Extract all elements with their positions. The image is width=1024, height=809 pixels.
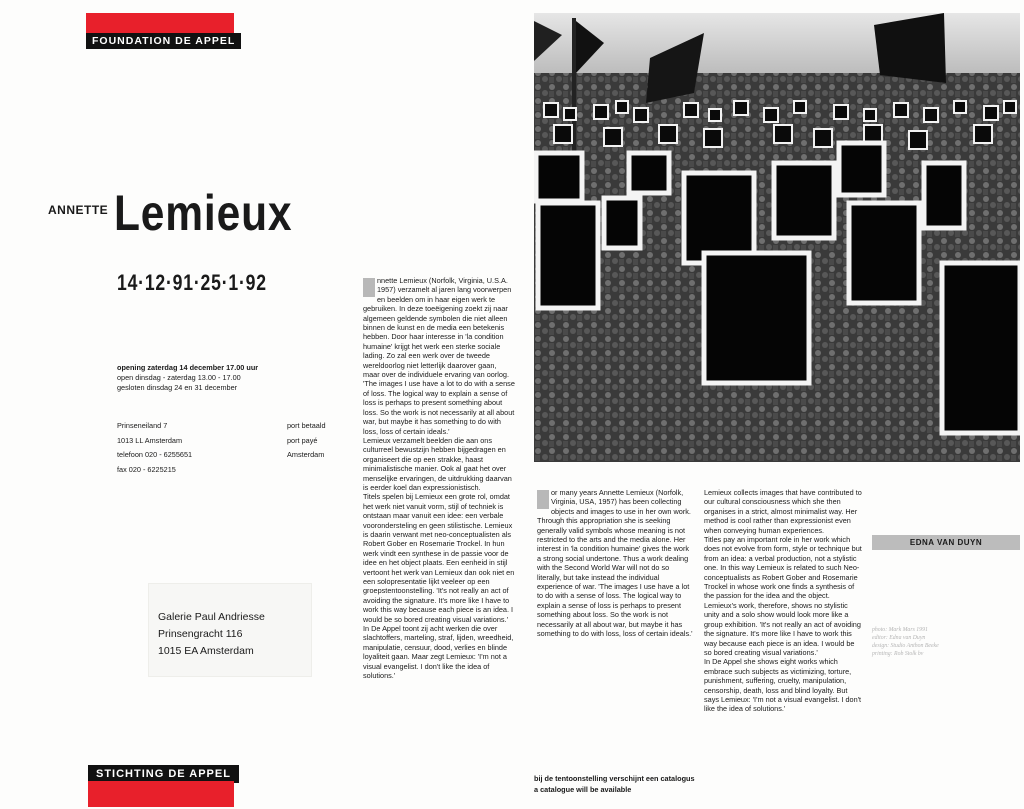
closed-line: gesloten dinsdag 24 en 31 december <box>117 383 238 393</box>
postage-line-3: Amsterdam <box>287 450 325 459</box>
english-text-column-2 <box>704 488 862 714</box>
hours-line: open dinsdag - zaterdag 13.00 - 17.00 <box>117 373 241 383</box>
footer-band-label: STICHTING DE APPEL <box>88 765 239 783</box>
dropcap-f <box>537 490 549 509</box>
addressee-name: Galerie Paul Andriesse <box>158 611 265 623</box>
crowd-protest-photo <box>534 13 1020 462</box>
catalogue-note-nl: bij de tentoonstelling verschijnt een catalogus <box>534 774 695 783</box>
dropcap-a <box>363 278 375 297</box>
credit-editor: editor: Edna van Duyn <box>872 635 926 641</box>
english-text-column-1 <box>537 488 695 639</box>
dutch-paragraph: In De Appel toont zij acht werken die over slachtoffers, marteling, straf, lijden, wreedheid, manipulatie, censuur, dood, verlies en blinde loyaliteit gaan. Maar zegt Lemieux: 'I'm not a visual evangelist. I don't like the idea of solutions.' <box>363 624 514 681</box>
english-paragraph: Lemieux collects images that have contributed to our cultural consciousness which she then organises in a strict, almost minimalist way. Her method is cool rather than expressionist even when conveying human experiences. <box>704 488 862 535</box>
author-box: EDNA VAN DUYN <box>872 535 1020 550</box>
dutch-paragraph: nnette Lemieux (Norfolk, Virginia, U.S.A. 1957) verzamelt al jaren lang voorwerpen en beelden om in haar eigen werk te gebruiken. In deze toeëigening zoekt zij naar algemeen geldende symbolen die niet alleen binnen de kunst en de media een betekenis hebben. Door haar interesse in 'la condition humaine' krijgt het werk een sterke sociale lading. Zo zal een werk over de tweede wereldoorlog niet letterlijk daarover gaan, maar over de individuele ervaring van oorlog. 'The images I use have a lot to do with a sense of loss. The logical way to explain a sense of loss is perhaps to present something about loss. So the work is not necessarily at all about war, but maybe it has something to do with loss, loss of certain ideals.' <box>363 276 515 436</box>
exhibition-dates: 14·12·91·25·1·92 <box>117 270 267 295</box>
colophon <box>872 626 939 658</box>
title-first-name: ANNETTE <box>48 203 109 217</box>
postage-block <box>287 419 326 463</box>
credit-photo: photo: Mark Mars 1991 <box>872 627 928 633</box>
contact-street: Prinseneiland 7 <box>117 421 168 430</box>
catalogue-note-en: a catalogue will be available <box>534 785 632 794</box>
credit-design: design: Studio Anthon Beeke <box>872 643 939 649</box>
dutch-paragraph: Lemieux verzamelt beelden die aan ons culturreel bewustzijn hebben bijgedragen en organiseert die op een strakke, haast minimalistische manier. Ook al gaat het over menselijke ervaringen, de uitdrukking daarvan is eerder koel dan expressionistisch. <box>363 435 512 492</box>
addressee-city: 1015 EA Amsterdam <box>158 645 254 657</box>
contact-city: 1013 LL Amsterdam <box>117 435 183 445</box>
credit-printing: printing: Rob Stolk bv <box>872 651 924 657</box>
addressee <box>158 609 265 660</box>
addressee-street: Prinsengracht 116 <box>158 628 243 640</box>
postage-line-1: port betaald <box>287 421 326 430</box>
catalogue-note <box>534 773 695 795</box>
dutch-paragraph: Titels spelen bij Lemieux een grote rol, omdat het werk niet vanuit vorm, stijl of techniek is ontstaan maar vanuit een idee: een verbale voorondersteling en geen stilistische. Lemieux is daarin verwant met neo-conceptualisten als Robert Gober en Rosemarie Trockel. In hun werk vindt een synthese in de passie voor de idee en het object plaats. Een eenheid in stijl vertoont het werk van Lemieux dan ook niet en een solopresentatie lijkt veeleer op een groepstentoonstelling. 'It's not really an act of avoiding the signature. It's more like I have to work this way because each piece is an idea. I would be so bored creating visual variations.' <box>363 492 515 624</box>
contact-fax: fax 020 - 6225215 <box>117 464 176 474</box>
header-band-label: FOUNDATION DE APPEL <box>86 33 241 49</box>
title-last-name: Lemieux <box>114 185 293 241</box>
english-paragraph: or many years Annette Lemieux (Norfolk, Virginia, USA, 1957) has been collecting objects and images to use in her own work. Through this appropriation she is seeking generally valid symbols whose meaning is not restricted to the arts and the media alone. Her interest in 'la condition humaine' gives the work a strong social undertone. Thus a work dealing with the Second World War will not do so literally, but take instead the individual experience of war. 'The images I use have a lot to do with a sense of loss. The logical way to explain a sense of loss is perhaps to present something about loss. So the work is not necessarily at all about war, but maybe it has something to do with loss, loss of certain ideals.' <box>537 488 693 639</box>
english-paragraph: Titles pay an important role in her work which does not evolve from form, style or technique but from an idea: a verbal production, not a stylistic one. In this way Lemieux is related to such Neo-conceptualists as Robert Gober and Rosemarie Trockel in whose work one finds a synthesis of the passion for the idea and the object. Lemieux's work, therefore, shows no stylistic unity and a solo show would look more like a group exhibition. 'It's not really an act of avoiding the signature. It's more like I have to work this way because each piece is an idea. I would be so bored creating visual variations.' <box>704 535 862 657</box>
postage-line-2: port payé <box>287 435 318 445</box>
opening-info <box>117 363 258 394</box>
footer-band-red <box>88 781 234 807</box>
dutch-text-column <box>363 276 515 680</box>
english-paragraph: In De Appel she shows eight works which embrace such subjects as victimizing, torture, punishment, suffering, cruelty, manipulation, censorship, death, loss and blind loyalty. But says Lemieux: 'I'm not a visual evangelist. I don't like the idea of solutions.' <box>704 657 862 714</box>
contact-block <box>117 419 192 477</box>
contact-phone: telefoon 020 - 6255651 <box>117 450 193 459</box>
opening-line: opening zaterdag 14 december 17.00 uur <box>117 363 259 372</box>
